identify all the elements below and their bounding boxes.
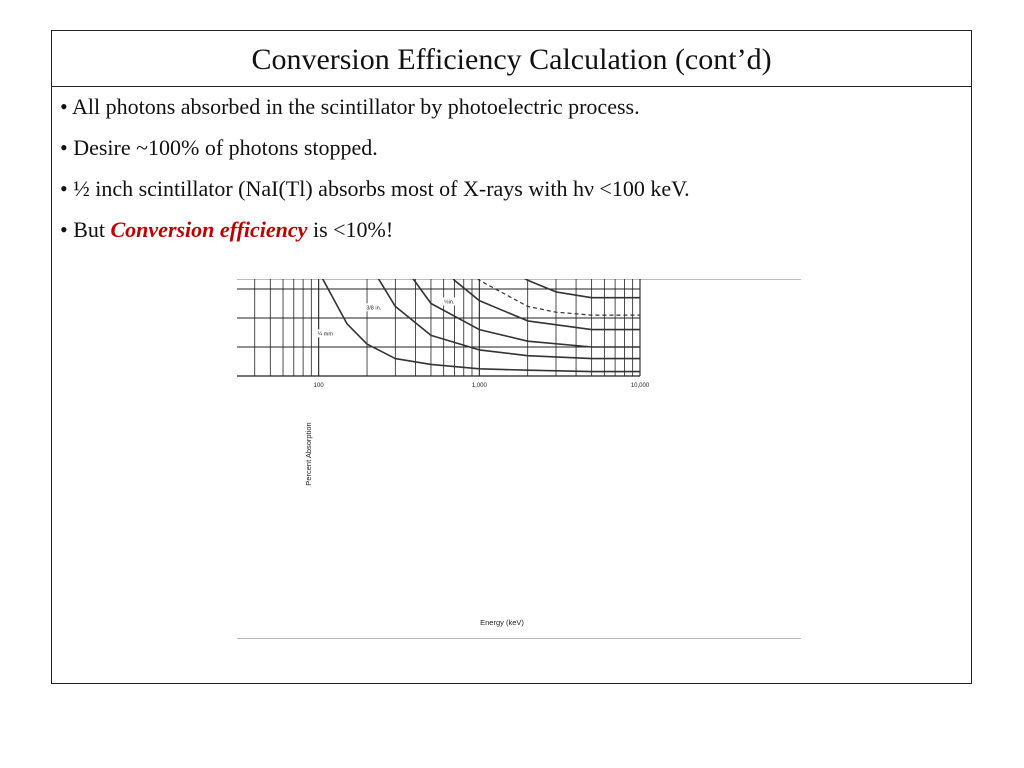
series-annotation: ½in. (444, 299, 455, 306)
bullet-text: is <10%! (307, 217, 394, 242)
y-axis-label: Percent Absorption (304, 422, 313, 486)
bullet-item (60, 216, 690, 257)
bullet-item: • All photons absorbed in the scintillator by photoelectric process. (60, 94, 640, 119)
bullet-text: • But (60, 217, 111, 242)
series-line (237, 279, 640, 298)
chart-annotations (314, 279, 615, 337)
slide-title: Conversion Efficiency Calculation (cont’d) (52, 31, 971, 87)
bullet-item: • ½ inch scintillator (NaI(Tl) absorbs most of X-rays with hν <100 keV. (60, 176, 690, 201)
x-axis-label: Energy (keV) (480, 618, 524, 627)
bullet-item: • Desire ~100% of photons stopped. (60, 135, 378, 160)
x-tick-label: 10,000 (630, 383, 650, 389)
x-tick-label: 100 (313, 383, 324, 389)
x-tick-label: 1,000 (471, 383, 487, 389)
series-line (237, 279, 640, 315)
bullet-list (60, 93, 690, 257)
chart-series (237, 279, 640, 372)
series-annotation: 3/8 in. (366, 305, 382, 312)
slide-frame (51, 30, 972, 684)
absorption-chart (237, 279, 801, 641)
emphasis-text: Conversion efficiency (110, 217, 308, 242)
series-annotation: ¼ mm (317, 331, 333, 338)
